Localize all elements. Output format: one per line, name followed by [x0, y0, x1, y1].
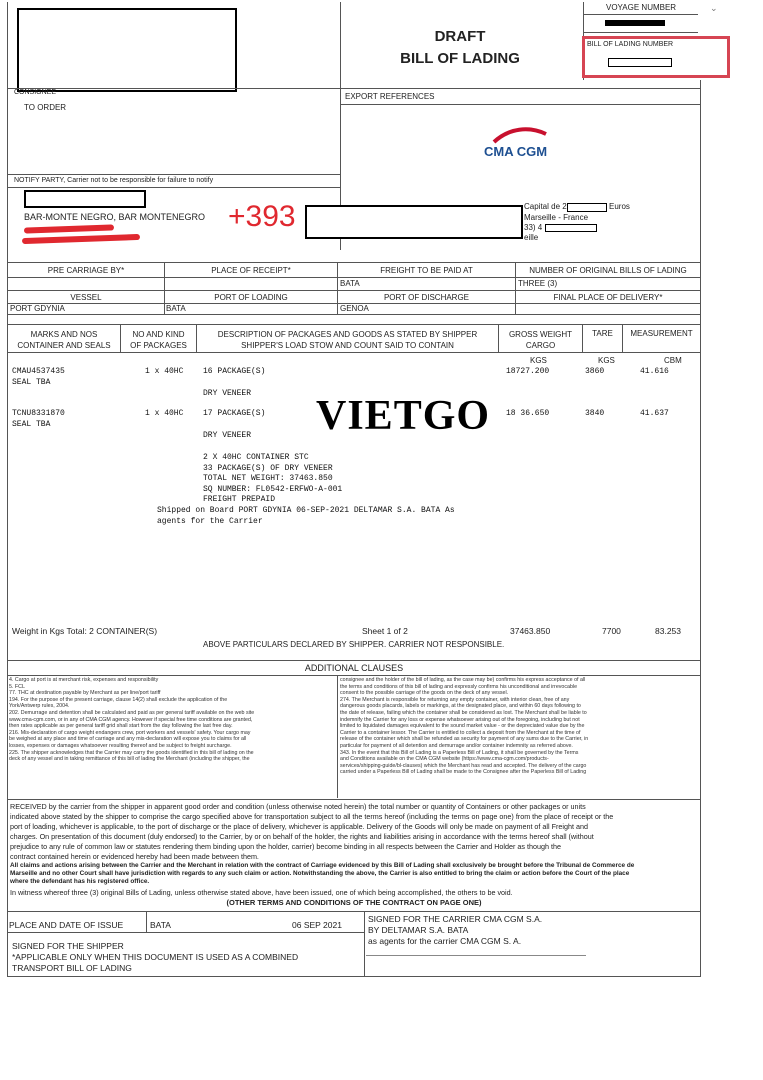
- shipper-redaction: [17, 8, 237, 92]
- issue-top: [7, 911, 701, 912]
- notify-address: BAR-MONTE NEGRO, BAR MONTENEGRO: [24, 212, 206, 222]
- clause-line: 4. Cargo at port is at merchant risk, expenses and responsibility: [9, 677, 159, 683]
- summary-line: TOTAL NET WEIGHT: 37463.850: [203, 474, 333, 483]
- issue-line: [7, 932, 365, 933]
- clause-line: 225. The shipper acknowledges that the Carrier may carry the goods identified in this bill of lading on the: [9, 749, 254, 756]
- total-cbm: 83.253: [655, 626, 681, 636]
- weight-total-label: Weight in Kgs Total: 2 CONTAINER(S): [12, 626, 158, 636]
- clause-line: dangerous goods placards, labels or markings, at the designated place, and within 60 days following to: [340, 703, 581, 710]
- kind-header-2: OF PACKAGES: [130, 341, 187, 350]
- declared-notice: ABOVE PARTICULARS DECLARED BY SHIPPER. CARRIER NOT RESPONSIBLE.: [203, 640, 505, 649]
- cargo-header-bottom: [7, 352, 701, 353]
- received-line: RECEIVED by the carrier from the shipper in apparent good order and condition (unless otherwise noted herein) the total number or quantity of Containers or other packages or units: [10, 802, 586, 811]
- clause-line: services/shipping-guide/bl-clauses) which the Merchant has read and accepted. The delivery of the cargo: [340, 762, 587, 769]
- shipped-line-2: agents for the Carrier: [157, 517, 263, 526]
- carrier-phone: 33) 4: [524, 223, 543, 232]
- cma-cgm-logo: [484, 124, 556, 159]
- summary-line: 33 PACKAGE(S) OF DRY VENEER: [203, 463, 333, 473]
- container-tare: 3860: [585, 367, 605, 376]
- notify-name-redaction: [24, 190, 146, 208]
- voyage-label: VOYAGE NUMBER: [606, 3, 677, 12]
- carrier-city-fragment: eille: [524, 233, 539, 242]
- clause-line: York/Antwerp rules, 2004.: [9, 703, 70, 710]
- summary-line: 2 X 40HC CONTAINER STC: [203, 453, 309, 462]
- pre-carriage-label: PRE CARRIAGE BY*: [47, 266, 125, 275]
- clause-line: particular for payment of all detention and demurrage and/or container indemnity as referred above.: [340, 742, 573, 749]
- vessel-value: PORT GDYNIA: [10, 304, 65, 313]
- vessel-label: VESSEL: [70, 293, 102, 302]
- container-tare: 3840: [585, 409, 605, 418]
- frame-bottom: [7, 976, 701, 977]
- clause-line: 274. The Merchant is responsible for returning any empty container, with interior clean, free of any: [340, 696, 570, 703]
- orig-bl-label: NUMBER OF ORIGINAL BILLS OF LADING: [529, 266, 687, 275]
- cargo-header-top: [7, 324, 701, 325]
- sheet-number: Sheet 1 of 2: [362, 626, 408, 636]
- notify-party-label: NOTIFY PARTY, Carrier not to be responsible for failure to notify: [14, 177, 214, 184]
- marks-header-2: CONTAINER AND SEALS: [17, 341, 111, 350]
- clauses-right: [340, 677, 698, 776]
- clause-line: consignee and the holder of the bill of lading, as the case may be) confirms his express acceptance of all: [340, 677, 586, 683]
- cbm-unit: CBM: [664, 356, 682, 365]
- frame-right: [700, 80, 701, 977]
- gross-unit: KGS: [530, 356, 547, 365]
- carrier-phone-redaction: [545, 224, 597, 232]
- orig-bl-value: THREE (3): [518, 279, 558, 288]
- container-qty: 1 x 40HC: [145, 367, 184, 376]
- total-gross: 37463.850: [510, 626, 551, 636]
- combined-transport-note: [12, 952, 298, 974]
- container-packages: 17 PACKAGE(S): [203, 409, 266, 418]
- clauses-divider: [337, 675, 338, 798]
- received-line: indicated above stated by the shipper to comprise the cargo specified above for transportation subject to all the terms hereof (including the terms on page one) from the place of receipt or the: [10, 812, 614, 821]
- voyage-box-bottom: [583, 32, 698, 33]
- clause-line: carried under a Paperless Bill of Lading shall be made to the Consignee after the Paperless Bill of Lading: [340, 769, 587, 776]
- redacted-line-1: [24, 224, 114, 233]
- capital-redaction: [567, 203, 607, 212]
- routing-line-4: [7, 314, 701, 315]
- clause-line: the terms and conditions of this bill of lading and expressly confirms his unconditional and irrevocable: [340, 683, 578, 690]
- clause-line: indemnify the Carrier for any loss or expense whatsoever arising out of the foregoing, including but not: [340, 716, 580, 723]
- description-header-2: SHIPPER'S LOAD STOW AND COUNT SAID TO CONTAIN: [241, 341, 454, 350]
- kind-header-1: NO AND KIND: [132, 330, 185, 339]
- received-line: charges. On presentation of this document (duly endorsed) to the Carrier, by or on behalf of the holder, the rights and liabilities arising in accordance with the terms hereof shall (without: [10, 832, 594, 841]
- container-cbm: 41.616: [640, 367, 669, 376]
- tare-unit: KGS: [598, 356, 615, 365]
- doc-title-line1: DRAFT: [434, 28, 486, 45]
- issue-place: BATA: [150, 920, 171, 930]
- container-seal: SEAL TBA: [12, 378, 51, 387]
- measurement-header: MEASUREMENT: [630, 329, 693, 338]
- received-line: prejudice to any rule of common law or statutes rendering them binding upon the holder, carrier) become binding in all respects between the Carrier and Holder as though the: [10, 842, 561, 851]
- voyage-box-line: [583, 14, 698, 15]
- notify-label-line: [7, 187, 341, 188]
- issue-col: [146, 911, 147, 932]
- clause-line: be weighed at any place and time of carriage and any mis-declaration will expose you to claims for all: [9, 736, 247, 743]
- clause-line: release of the container which shall be refunded as security for payment of any sums due to the Carrier, in: [340, 736, 589, 743]
- jurisdiction-text: [10, 862, 698, 886]
- chevron-down-icon: ⌄: [710, 3, 718, 13]
- consignee-label: CONSIGNEE: [14, 89, 57, 96]
- received-line: port of loading, whichever is applicable, to the port of discharge or the place of delivery, whichever is applicable. Delivery of the Goods will only be made on payment of all Freight and: [10, 822, 588, 831]
- clause-line: 202. Demurrage and detention shall be calculated and paid as per general tariff available on the web site: [9, 709, 255, 716]
- clauses-title-line: [7, 675, 701, 676]
- clause-line: 194. For the purpose of the present carriage, clause 14(2) shall exclude the application of the: [9, 696, 228, 703]
- carrier-capital-unit: Euros: [609, 202, 630, 211]
- routing-top: [7, 262, 701, 263]
- combined-line-2: TRANSPORT BILL OF LADING: [12, 963, 132, 973]
- container-gross: 18727.200: [506, 367, 550, 376]
- container-packages: 16 PACKAGE(S): [203, 367, 266, 376]
- clause-line: the date of release, failing which the container shall be considered as lost. The Merchant shall be liable to: [340, 709, 587, 716]
- pod-label: PORT OF DISCHARGE: [383, 293, 470, 302]
- carrier-capital: Capital de 2: [524, 202, 567, 211]
- jurisdiction-line: Marseille and no other Court shall have jurisdiction with regards to any such claim or action. Notwithstanding the above, the Carrier is also entitled to bring the claim or action before the Court of the place: [10, 870, 630, 877]
- issue-place-date-label: PLACE AND DATE OF ISSUE: [9, 920, 124, 930]
- freight-value: BATA: [340, 279, 360, 288]
- routing-line-1: [7, 277, 701, 278]
- container-number: CMAU4537435: [12, 367, 65, 376]
- frame-left: [7, 2, 8, 977]
- container-cbm: 41.637: [640, 409, 669, 418]
- signed-carrier-line-1: SIGNED FOR THE CARRIER CMA CGM S.A.: [368, 914, 543, 924]
- phone-redaction: [305, 205, 523, 239]
- carrier-city: Marseille - France: [524, 213, 589, 222]
- received-top: [7, 799, 701, 800]
- fpd-label: FINAL PLACE OF DELIVERY*: [553, 293, 663, 302]
- summary-line: FREIGHT PREPAID: [203, 495, 276, 504]
- container-goods: DRY VENEER: [203, 431, 252, 440]
- logo-swoosh-icon: [484, 124, 556, 146]
- export-references-label: EXPORT REFERENCES: [345, 92, 435, 101]
- consignee-top: [7, 88, 701, 89]
- watermark: VIETGO: [316, 393, 491, 439]
- clause-line: 216. Mis-declaration of cargo weight endangers crew, port workers and vessels' safety. Your cargo may: [9, 729, 251, 736]
- marks-header: [8, 329, 120, 351]
- shipped-line-1: Shipped on Board PORT GDYNIA 06-SEP-2021 DELTAMAR S.A. BATA As: [157, 506, 455, 515]
- clause-line: losses, expenses or damages whatsoever resulting thereof and be subject to freight surcharge.: [9, 742, 232, 749]
- description-header-1: DESCRIPTION OF PACKAGES AND GOODS AS STATED BY SHIPPER: [217, 330, 478, 339]
- clauses-top: [7, 660, 701, 661]
- export-ref-line: [340, 104, 700, 105]
- marks-header-1: MARKS AND NOS: [30, 330, 98, 339]
- additional-clauses-title: ADDITIONAL CLAUSES: [304, 663, 404, 673]
- redacted-line-2: [22, 234, 140, 244]
- phone-overlay: +393: [228, 200, 296, 233]
- clause-line: 5. FCL: [9, 683, 25, 690]
- signed-carrier-line-3: as agents for the carrier CMA CGM S. A.: [368, 936, 522, 946]
- received-text: [10, 802, 698, 862]
- received-line: contract contained herein or evidenced hereby had been made between them.: [10, 852, 259, 861]
- signed-for-carrier: [368, 914, 542, 947]
- pol-value: BATA: [166, 304, 186, 313]
- clause-line: deck of any vessel and in taking remittance of this bill of lading the Merchant (including the shipper, the: [9, 756, 250, 763]
- total-tare: 7700: [602, 626, 621, 636]
- shipped-on-board: [157, 505, 455, 527]
- issue-divider: [364, 911, 365, 976]
- container-gross: 18 36.650: [506, 409, 550, 418]
- cargo-summary: [203, 453, 342, 506]
- signed-for-shipper: SIGNED FOR THE SHIPPER: [12, 941, 124, 951]
- pod-value: GENOA: [340, 304, 369, 313]
- gross-header: [499, 329, 582, 351]
- consignee-value: TO ORDER: [24, 103, 67, 112]
- container-number: TCNU8331870: [12, 409, 65, 418]
- logo-text: CMA CGM: [484, 144, 548, 159]
- witness-text: In witness whereof three (3) original Bills of Lading, unless otherwise stated above, have been issued, one of which being accomplished, the others to be void.: [10, 888, 513, 897]
- clause-line: 77. THC at destination payable by Merchant as per line/port tariff: [9, 690, 161, 697]
- issue-date: 06 SEP 2021: [292, 920, 342, 930]
- summary-line: SQ NUMBER: FL0542-ERFWO-A-001: [203, 484, 343, 494]
- clause-line: then rates applicable as per general tariff grid shall start from the day following the last free day.: [9, 723, 233, 730]
- container-goods: DRY VENEER: [203, 389, 252, 398]
- bl-number-label: BILL OF LADING NUMBER: [587, 41, 674, 48]
- combined-line-1: *APPLICABLE ONLY WHEN THIS DOCUMENT IS USED AS A COMBINED: [12, 952, 299, 962]
- description-header: [197, 329, 498, 351]
- gross-header-1: GROSS WEIGHT: [508, 330, 573, 339]
- kind-header: [121, 329, 196, 351]
- doc-title-line2: BILL OF LADING: [400, 50, 520, 67]
- clause-line: and Conditions available on the CMA CGM website (https://www.cma-cgm.com/products-: [340, 756, 549, 763]
- signature-line: [366, 955, 586, 956]
- doc-title: [340, 26, 580, 70]
- pol-label: PORT OF LOADING: [214, 293, 288, 302]
- freight-label: FREIGHT TO BE PAID AT: [380, 266, 473, 275]
- clause-line: consent to the possible carriage of the goods on the deck of any vessel.: [340, 690, 509, 697]
- gross-header-2: CARGO: [525, 341, 556, 350]
- tare-header: TARE: [592, 329, 613, 338]
- bl-number-redaction: [608, 58, 672, 67]
- other-terms: (OTHER TERMS AND CONDITIONS OF THE CONTRACT ON PAGE ONE): [226, 898, 482, 907]
- clause-line: 343. In the event that this Bill of Lading is a Paperless Bill of Lading, it shall be governed by the Terms: [340, 749, 579, 756]
- clauses-left: [9, 677, 335, 763]
- jurisdiction-line: where the defendant has his registered office.: [10, 878, 150, 885]
- clause-line: Carrier to a container lessor. The Carrier is entitled to collect a deposit from the Merchant at the time of: [340, 729, 581, 736]
- voyage-redaction: [605, 20, 665, 26]
- container-qty: 1 x 40HC: [145, 409, 184, 418]
- place-receipt-label: PLACE OF RECEIPT*: [211, 266, 291, 275]
- signed-carrier-line-2: BY DELTAMAR S.A. BATA: [368, 925, 469, 935]
- container-seal: SEAL TBA: [12, 420, 51, 429]
- clause-line: www.cma-cgm.com, or in any of CMA CGM agency. However if special free time conditions are granted,: [9, 716, 253, 723]
- clause-line: limited to liquidated damages equivalent to the sound market value - or the depreciated value due by the: [340, 723, 585, 730]
- routing-line-2: [7, 290, 701, 291]
- jurisdiction-line: All claims and actions arising between the Carrier and the Merchant in relation with the contract of Carriage evidenced by this Bill of Lading shall exclusively be brought before the Tribunal de Commerce de: [10, 862, 635, 869]
- notify-top: [7, 174, 341, 175]
